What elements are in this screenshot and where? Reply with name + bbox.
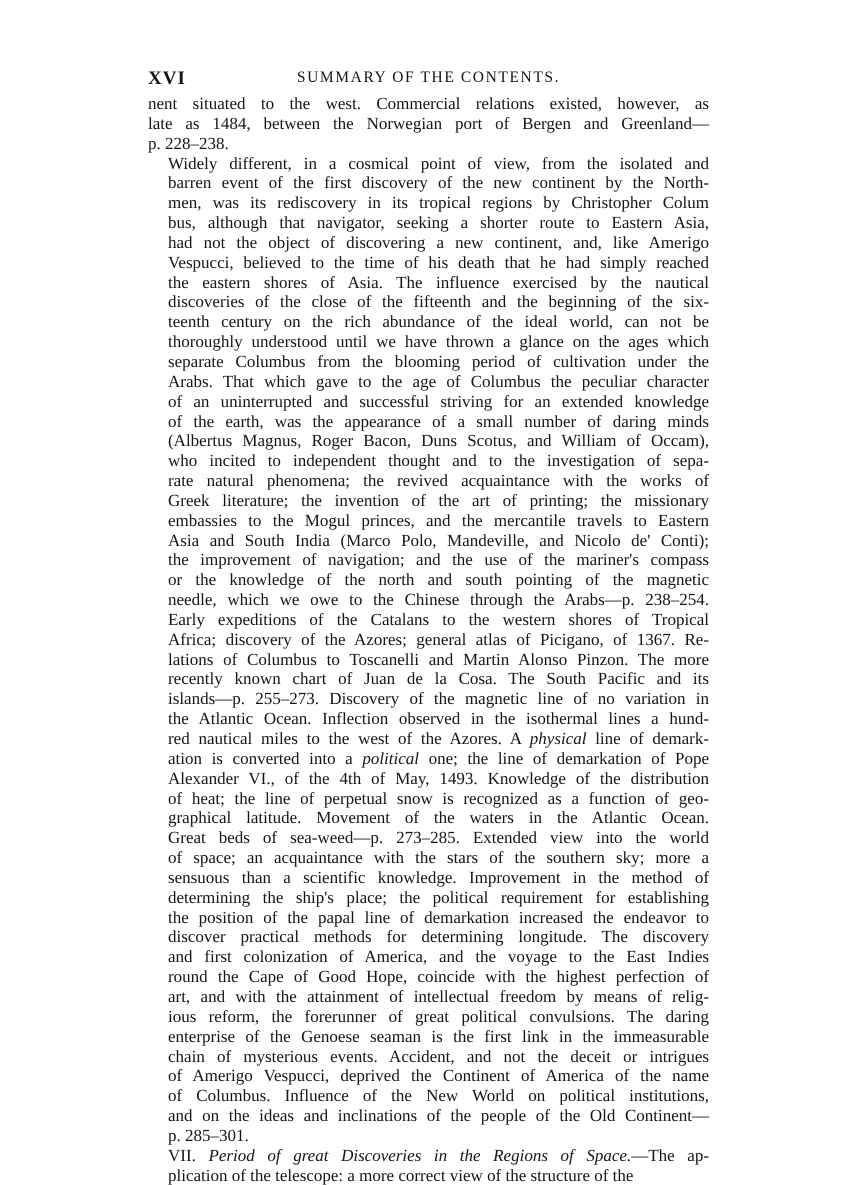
paragraph-discovery-of-america: [148, 154, 709, 1146]
paragraph-section-vii: [148, 1146, 709, 1185]
paragraph-continuation: [148, 94, 709, 154]
text-line: the improvement of navigation; and the use of the mariner's compass: [168, 550, 709, 570]
text-line: Asia and South India (Marco Polo, Mandeville, and Nicolo de' Conti);: [168, 530, 709, 550]
text-line: late as 1484, between the Norwegian port of Bergen and Greenland—: [148, 113, 709, 133]
text-line: sensuous than a scientific knowledge. Improvement in the method of: [168, 867, 709, 887]
text-line: bus, although that navigator, seeking a shorter route to Eastern Asia,: [168, 213, 709, 233]
text-line: recently known chart of Juan de la Cosa. The South Pacific and its: [168, 669, 709, 689]
text-line: Africa; discovery of the Azores; general atlas of Picigano, of 1367. Re-: [168, 629, 709, 649]
text-line: had not the object of discovering a new continent, and, like Amerigo: [168, 232, 709, 252]
text-line: the eastern shores of Asia. The influence exercised by the nautical: [168, 272, 709, 292]
text-line: Alexander VI., of the 4th of May, 1493. Knowledge of the distribution: [168, 768, 709, 788]
body-text: [148, 94, 709, 1185]
text-line: barren event of the first discovery of the new continent by the North-: [168, 173, 709, 193]
text-line: discover practical methods for determining longitude. The discovery: [168, 927, 709, 947]
text-line: Early expeditions of the Catalans to the western shores of Tropical: [168, 609, 709, 629]
text-line: Arabs. That which gave to the age of Columbus the peculiar character: [168, 371, 709, 391]
text-line: enterprise of the Genoese seaman is the first link in the immeasurable: [168, 1026, 709, 1046]
text-line: discoveries of the close of the fifteenth and the beginning of the six-: [168, 292, 709, 312]
text-line: of the earth, was the appearance of a small number of daring minds: [168, 411, 709, 431]
text-line: teenth century on the rich abundance of the ideal world, can not be: [168, 312, 709, 332]
text-line: separate Columbus from the blooming period of cultivation under the: [168, 351, 709, 371]
text-line: art, and with the attainment of intellectual freedom by means of relig-: [168, 986, 709, 1006]
text-line: p. 228–238.: [148, 133, 229, 153]
text-line: thoroughly understood until we have thrown a glance on the ages which: [168, 332, 709, 352]
text-line: rate natural phenomena; the revived acquaintance with the works of: [168, 471, 709, 491]
text-line: red nautical miles to the west of the Azores. A physical line of demark-: [168, 729, 709, 748]
italic-phrase: political: [362, 748, 419, 768]
text-line: Great beds of sea-weed—p. 273–285. Extended view into the world: [168, 828, 709, 848]
text-line: ious reform, the forerunner of great political convulsions. The daring: [168, 1006, 709, 1026]
text-line: round the Cape of Good Hope, coincide with the highest perfection of: [168, 967, 709, 987]
text-line: needle, which we owe to the Chinese through the Arabs—p. 238–254.: [168, 590, 709, 610]
text-line: plication of the telescope: a more correct view of the structure of the: [168, 1165, 634, 1185]
running-title: SUMMARY OF THE CONTENTS.: [296, 69, 561, 86]
text-line: islands—p. 255–273. Discovery of the magnetic line of no variation in: [168, 689, 709, 709]
text-line: and first colonization of America, and the voyage to the East Indies: [168, 947, 709, 967]
text-line: VII. Period of great Discoveries in the Regions of Space.—The ap-: [168, 1145, 709, 1165]
text-line: of Columbus. Influence of the New World on political institutions,: [168, 1086, 709, 1106]
text-line: chain of mysterious events. Accident, and not the deceit or intrigues: [168, 1046, 709, 1066]
text-line: determining the ship's place; the political requirement for establishing: [168, 887, 709, 907]
text-line: and on the ideas and inclinations of the people of the Old Continent—: [168, 1106, 709, 1126]
text-line: embassies to the Mogul princes, and the mercantile travels to Eastern: [168, 510, 709, 530]
text-line: lations of Columbus to Toscanelli and Martin Alonso Pinzon. The more: [168, 649, 709, 669]
text-line: p. 285–301.: [168, 1125, 249, 1145]
text-line: of heat; the line of perpetual snow is recognized as a function of geo-: [168, 788, 709, 808]
text-line: (Albertus Magnus, Roger Bacon, Duns Scotus, and William of Occam),: [168, 431, 709, 451]
text-line: of Amerigo Vespucci, deprived the Continent of America of the name: [168, 1066, 709, 1086]
text-line: Widely different, in a cosmical point of view, from the isolated and: [168, 153, 709, 173]
text-line: the position of the papal line of demarkation increased the endeavor to: [168, 907, 709, 927]
text-line: who incited to independent thought and to the investigation of sepa-: [168, 451, 709, 471]
page-header: [148, 50, 709, 90]
italic-phrase: Period of great Discoveries in the Regions of Space.: [208, 1145, 632, 1165]
text-line: Vespucci, believed to the time of his death that he had simply reached: [168, 252, 709, 272]
text-line: of space; an acquaintance with the stars of the southern sky; more a: [168, 848, 709, 868]
italic-phrase: physical: [529, 729, 587, 748]
text-line: of an uninterrupted and successful striving for an extended knowledge: [168, 391, 709, 411]
text-line: men, was its rediscovery in its tropical regions by Christopher Colum: [168, 193, 709, 213]
text-line: ation is converted into a political one; the line of demarkation of Pope: [168, 748, 709, 768]
document-page: [148, 50, 709, 1185]
text-line: the Atlantic Ocean. Inflection observed in the isothermal lines a hund-: [168, 709, 709, 729]
page-number: XVI: [148, 68, 186, 89]
text-line: nent situated to the west. Commercial relations existed, however, as: [148, 94, 709, 113]
text-line: Greek literature; the invention of the art of printing; the missionary: [168, 490, 709, 510]
text-line: or the knowledge of the north and south pointing of the magnetic: [168, 570, 709, 590]
text-line: graphical latitude. Movement of the waters in the Atlantic Ocean.: [168, 808, 709, 828]
